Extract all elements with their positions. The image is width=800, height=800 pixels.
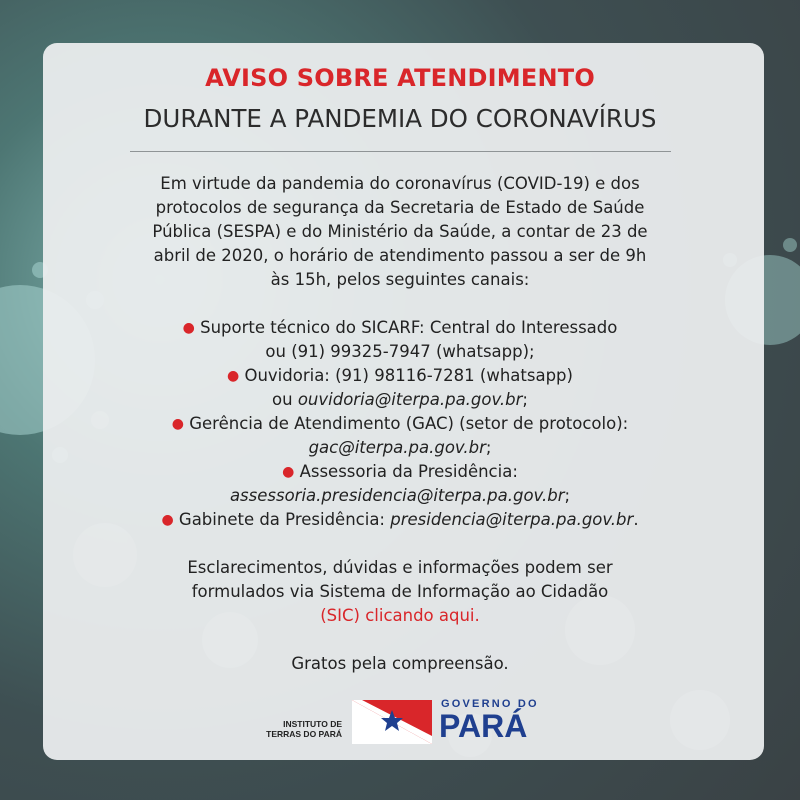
para-wordmark: PARÁ <box>439 708 528 744</box>
channel-gabinete: Gabinete da Presidência: <box>178 510 391 529</box>
channel-gac: Gerência de Atendimento (GAC) (setor de protocolo): <box>189 414 629 433</box>
bullet-icon: ● <box>227 368 240 384</box>
punct: ; <box>522 390 528 409</box>
notice-body <box>120 172 680 676</box>
sic-paragraph <box>120 556 680 628</box>
assessoria-email-link[interactable]: assessoria.presidencia@iterpa.pa.gov.br <box>229 486 565 505</box>
footer-logos <box>0 694 800 750</box>
channel-sicarf: Suporte técnico do SICARF: Central do Interessado <box>200 318 618 337</box>
closing-text: Gratos pela compreensão. <box>291 654 509 673</box>
gac-email-link[interactable]: gac@iterpa.pa.gov.br <box>308 438 486 457</box>
intro-line: às 15h, pelos seguintes canais: <box>270 270 530 289</box>
sic-line: Esclarecimentos, dúvidas e informações podem ser <box>187 558 613 577</box>
bullet-icon: ● <box>171 416 184 432</box>
para-flag-icon <box>352 700 432 744</box>
ouvidoria-email-link[interactable]: ouvidoria@iterpa.pa.gov.br <box>297 390 523 409</box>
bullet-icon: ● <box>161 512 174 528</box>
iterpa-line: INSTITUTO DE <box>283 719 342 729</box>
punct: . <box>633 510 639 529</box>
governo-label: GOVERNO DO <box>441 698 539 710</box>
notice-subtitle: DURANTE A PANDEMIA DO CORONAVÍRUS <box>143 104 657 133</box>
punct: ; <box>564 486 571 505</box>
intro-line: protocolos de segurança da Secretaria de Estado de Saúde <box>155 198 645 217</box>
notice-title: AVISO SOBRE ATENDIMENTO <box>205 64 595 92</box>
iterpa-line: TERRAS DO PARÁ <box>266 729 342 739</box>
intro-line: Em virtude da pandemia do coronavírus (COVID-19) e dos <box>160 174 640 193</box>
channel-assessoria: Assessoria da Presidência: <box>299 462 518 481</box>
channel-ouvidoria: Ouvidoria: (91) 98116-7281 (whatsapp) <box>244 366 573 385</box>
sic-link[interactable]: (SIC) clicando aqui. <box>320 606 480 625</box>
intro-paragraph <box>120 172 680 292</box>
punct: ; <box>485 438 492 457</box>
bullet-icon: ● <box>182 320 195 336</box>
channel-sicarf-phone: ou (91) 99325-7947 (whatsapp); <box>265 342 535 361</box>
iterpa-logo <box>244 719 342 739</box>
channels-list <box>120 316 680 532</box>
intro-line: abril de 2020, o horário de atendimento passou a ser de 9h <box>153 246 647 265</box>
intro-line: Pública (SESPA) e do Ministério da Saúde, a contar de 23 de <box>152 222 648 241</box>
channel-ouvidoria-prefix: ou <box>272 390 298 409</box>
sic-line: formulados via Sistema de Informação ao Cidadão <box>191 582 609 601</box>
bullet-icon: ● <box>282 464 295 480</box>
title-divider <box>130 151 671 152</box>
gabinete-email-link[interactable]: presidencia@iterpa.pa.gov.br <box>390 510 634 529</box>
